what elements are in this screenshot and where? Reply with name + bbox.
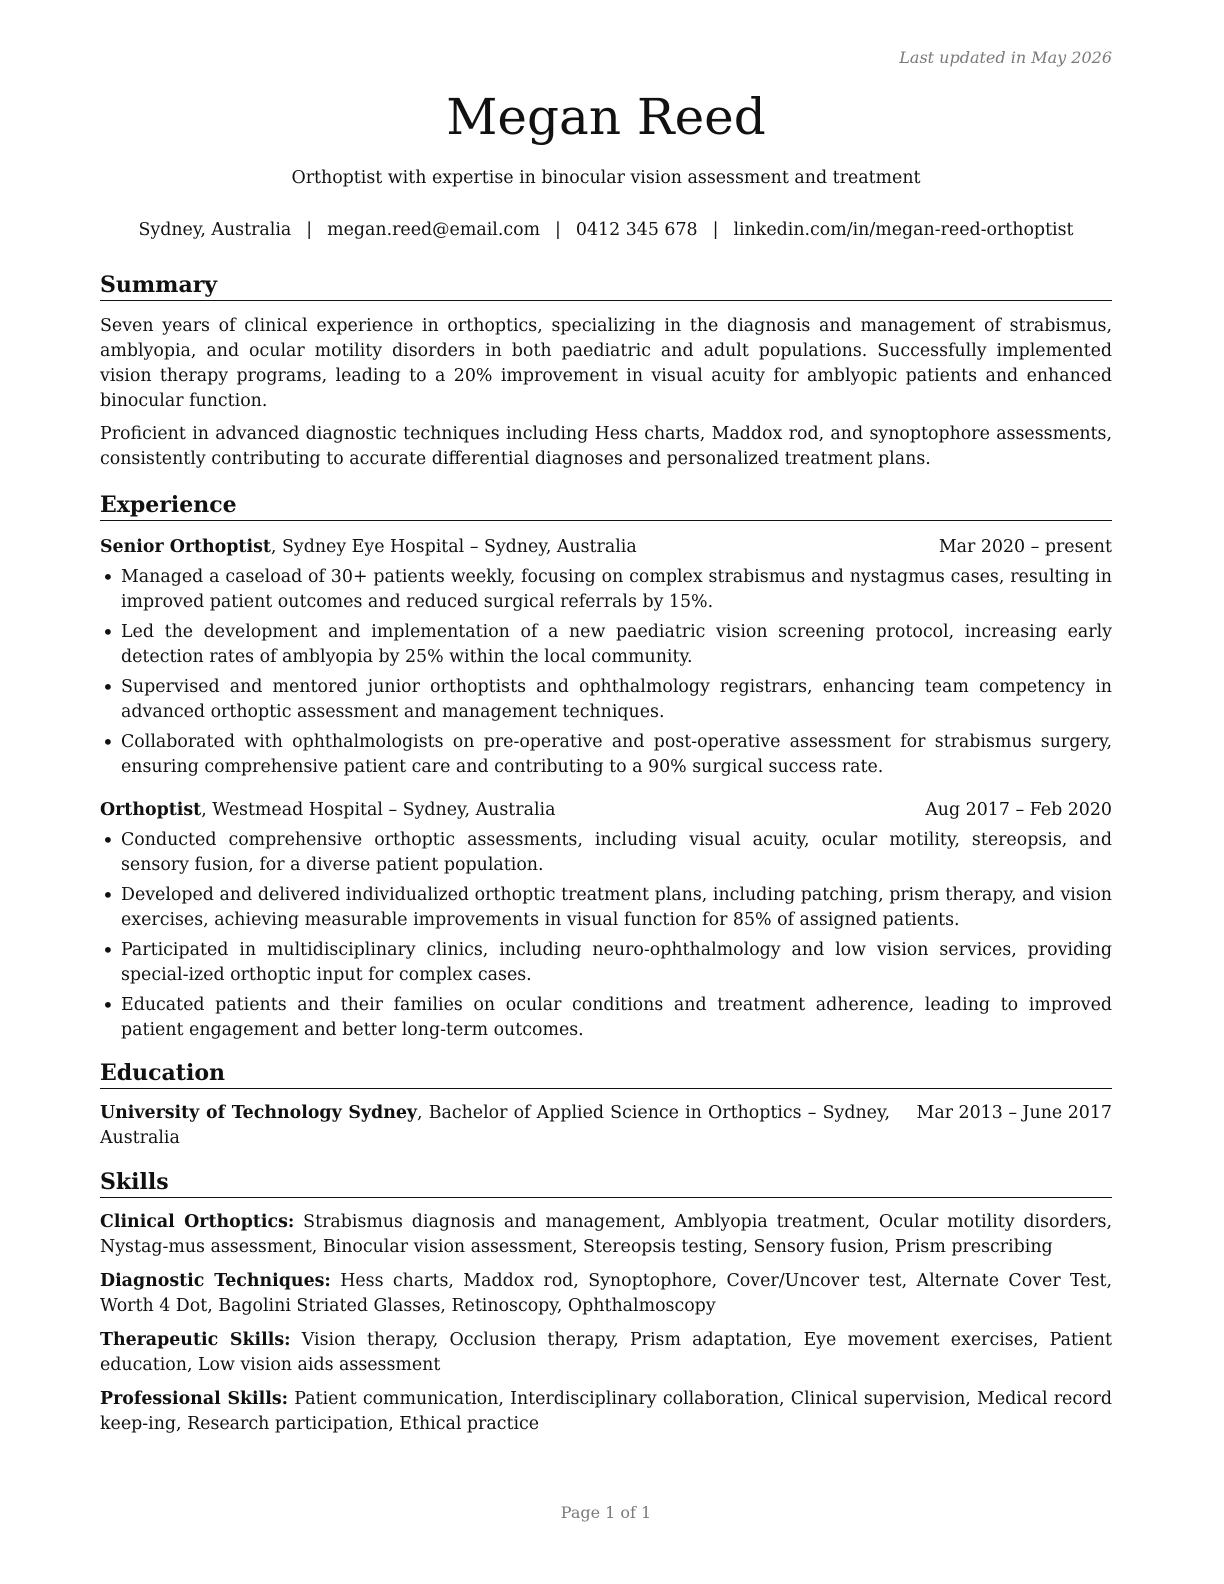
job-dates: Mar 2020 – present [938,537,1112,557]
job-bullet: • Managed a caseload of 30+ patients weekly, focusing on complex strabismus and nystagmus cases, resulting in improved patient outcomes and reduced surgical referrals by 15%. [100,565,1112,615]
contact-phone: 0412 345 678 [575,220,698,240]
skill-group [100,1269,1112,1319]
section-title-education: Education [100,1058,1112,1089]
candidate-name: Megan Reed [446,88,766,146]
contact-location: Sydney, Australia [138,220,292,240]
job-title-line [100,535,909,560]
job-dates: Aug 2017 – Feb 2020 [925,800,1112,820]
skill-group [100,1210,1112,1260]
job-organization: , Sydney Eye Hospital – Sydney, Australia [270,537,637,557]
summary-paragraph: Seven years of clinical experience in orthoptics, specializing in the diagnosis and management of strabismus, amblyopia, and ocular motility disorders in both paediatric and adult populations. Successfully implemented vision therapy programs, leading to a 20% improvement in visual acuity for amblyopic patients and enhanced binocular function. [100,316,1112,411]
job-bullet: • Led the development and implementation of a new paediatric vision screening protocol, increasing early detection rates of amblyopia by 25% within the local community. [100,620,1112,670]
job-bullet: • Collaborated with ophthalmologists on pre-operative and post-operative assessment for strabismus surgery, ensuring comprehensive patient care and contributing to a 90% surgical success rate. [100,730,1112,780]
page-number: Page 1 of 1 [560,1503,652,1522]
skill-group-text: Patient communication, Interdisciplinary collaboration, Clinical supervision, Medical record keep-ing, Research participation, Ethical practice [100,1389,1112,1434]
contact-linkedin-link[interactable]: linkedin.com/in/megan-reed-orthoptist [733,220,1074,240]
contact-separator: | [555,220,561,240]
job-role: Senior Orthoptist [100,537,271,557]
job-header [100,798,1112,823]
summary-paragraph: Proficient in advanced diagnostic techniques including Hess charts, Maddox rod, and synoptophore assessments, consistently contributing to accurate differential diagnoses and personalized treatment plans. [100,424,1112,469]
resume-body [100,270,1112,1446]
education-degree: , Bachelor of Applied Science in Orthoptics – Sydney, Australia [100,1103,890,1148]
section-title-experience: Experience [100,490,1112,521]
skill-group-text: Strabismus diagnosis and management, Amblyopia treatment, Ocular motility disorders, Nystag-mus assessment, Binocular vision assessment, Stereopsis testing, Sensory fusion, Prism prescribing [100,1212,1112,1257]
job-title-line [100,798,895,823]
education-line [100,1101,890,1151]
skill-group-label: Therapeutic Skills: [100,1330,291,1350]
skill-group-text: Vision therapy, Occlusion therapy, Prism adaptation, Eye movement exercises, Patient education, Low vision aids assessment [100,1330,1112,1375]
job-bullet: • Supervised and mentored junior orthoptists and ophthalmology registrars, enhancing team competency in advanced orthoptic assessment and management techniques. [100,675,1112,725]
section-title-summary: Summary [100,270,1112,301]
skill-group [100,1328,1112,1378]
job-organization: , Westmead Hospital – Sydney, Australia [201,800,556,820]
skill-group-label: Clinical Orthoptics: [100,1212,295,1232]
job-header [100,535,1112,560]
skill-group [100,1387,1112,1437]
education-dates: Mar 2013 – June 2017 [916,1103,1112,1123]
job-bullet-list [100,828,1112,1043]
skill-group-text: Hess charts, Maddox rod, Synoptophore, Cover/Uncover test, Alternate Cover Test, Worth 4 Dot, Bagolini Striated Glasses, Retinoscopy, Ophthalmoscopy [100,1271,1112,1316]
contact-line [90,218,1122,243]
skill-group-label: Diagnostic Techniques: [100,1271,331,1291]
skill-group-label: Professional Skills: [100,1389,289,1409]
education-school: University of Technology Sydney [100,1103,418,1123]
candidate-tagline: Orthoptist with expertise in binocular vision assessment and treatment [291,168,921,188]
contact-separator: | [306,220,313,240]
last-updated-note: Last updated in May 2026 [899,48,1112,67]
job-bullet-list [100,565,1112,780]
contact-email-link[interactable]: megan.reed@email.com [327,220,541,240]
job-role: Orthoptist [100,800,202,820]
section-title-skills: Skills [100,1167,1112,1198]
job-bullet: • Conducted comprehensive orthoptic assessments, including visual acuity, ocular motility, stereopsis, and sensory fusion, for a diverse patient population. [100,828,1112,878]
job-bullet: • Developed and delivered individualized orthoptic treatment plans, including patching, prism therapy, and vision exercises, achieving measurable improvements in visual function for 85% of assigned patients. [100,883,1112,933]
job-bullet: • Participated in multidisciplinary clinics, including neuro-ophthalmology and low vision services, providing special-ized orthoptic input for complex cases. [100,938,1112,988]
education-entry [100,1101,1112,1151]
job-bullet: • Educated patients and their families on ocular conditions and treatment adherence, leading to improved patient engagement and better long-term outcomes. [100,993,1112,1043]
contact-separator: | [712,220,719,240]
